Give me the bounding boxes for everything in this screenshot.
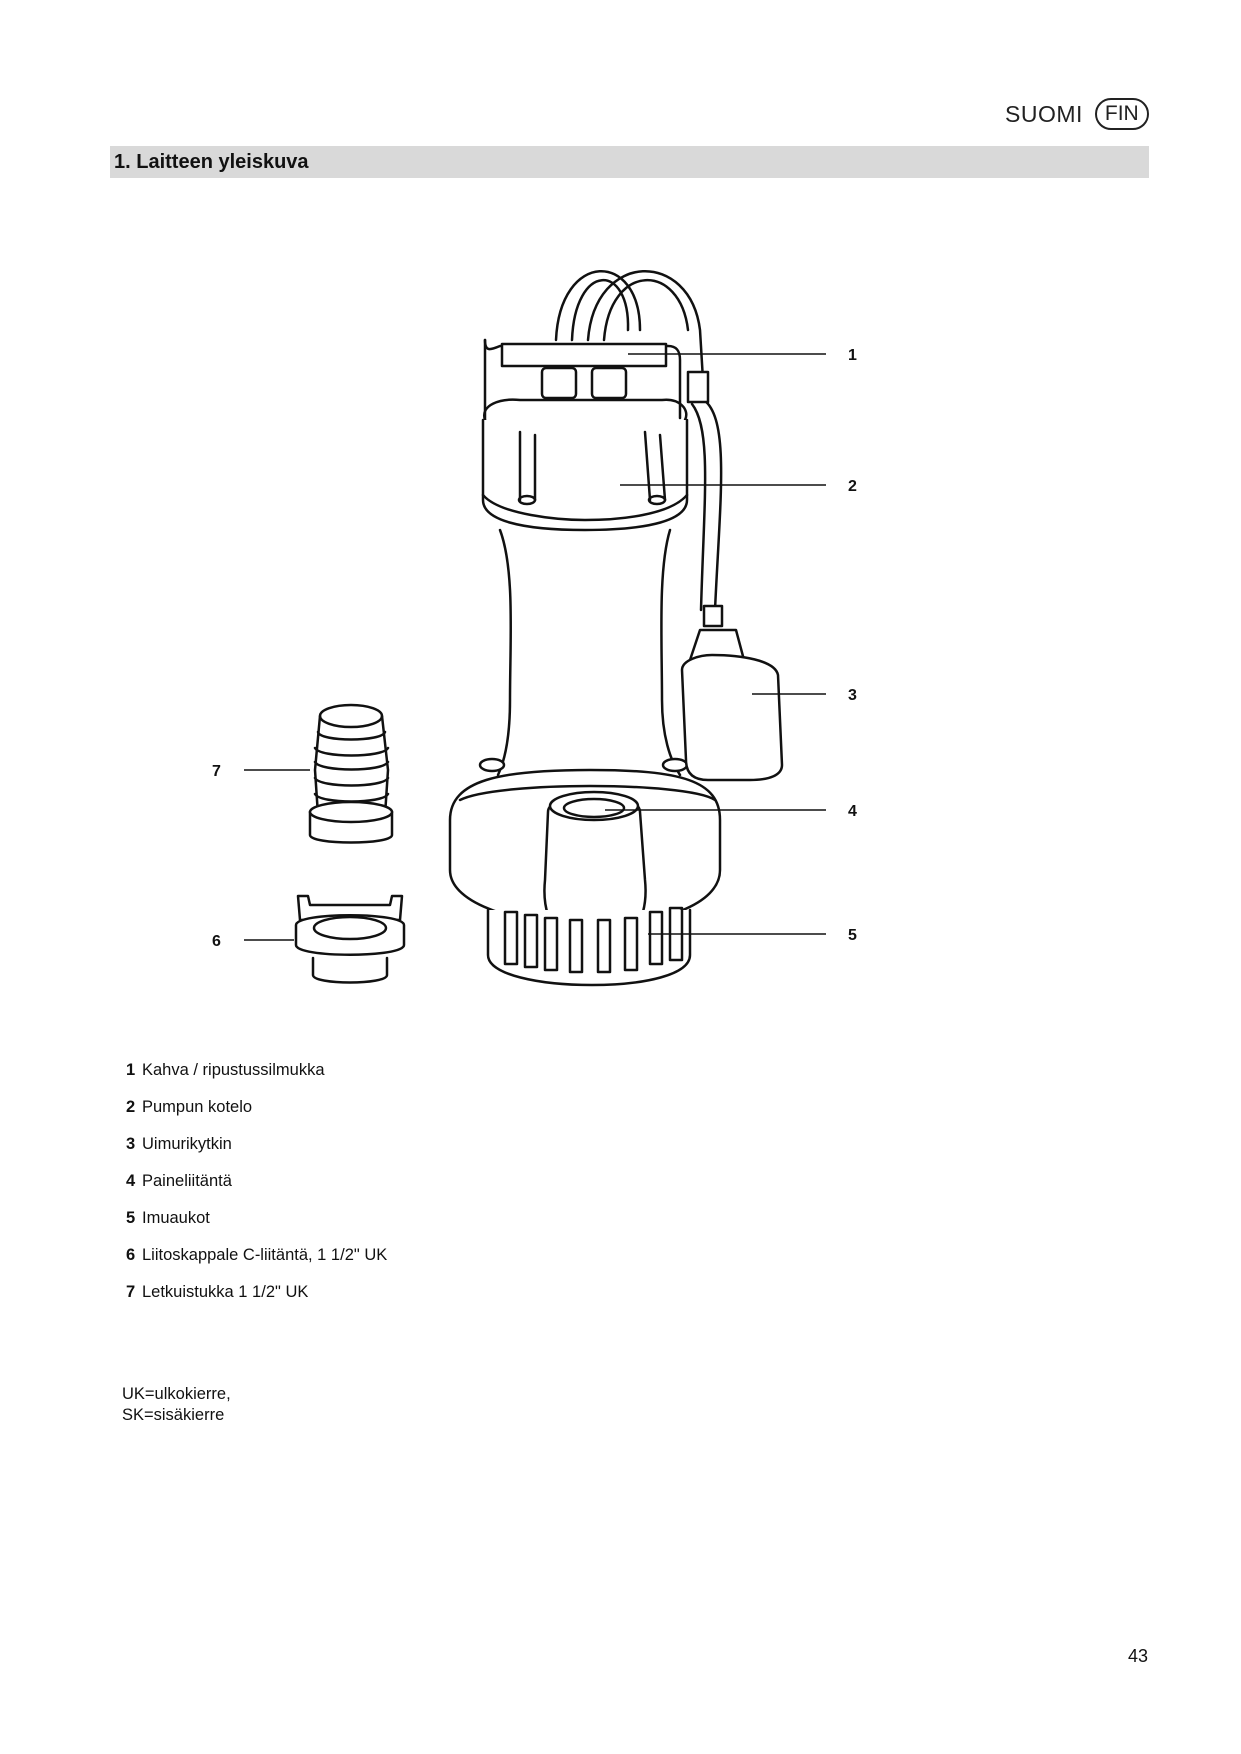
callout-6: 6 (212, 933, 221, 950)
language-code-badge: FIN (1095, 98, 1149, 130)
legend-number: 7 (126, 1283, 136, 1301)
legend-item (126, 1208, 546, 1228)
legend-number: 3 (126, 1135, 136, 1153)
pump-illustration (296, 271, 782, 985)
legend-item (126, 1171, 546, 1191)
legend-number: 6 (126, 1246, 136, 1264)
legend-item (126, 1060, 546, 1080)
note-line: UK=ulkokierre, (122, 1385, 231, 1403)
language-label: SUOMI (1005, 100, 1083, 127)
legend-text: Letkuistukka 1 1/2" UK (142, 1283, 309, 1301)
legend-text: Paineliitäntä (142, 1172, 232, 1190)
legend-text: Uimurikytkin (142, 1135, 232, 1153)
callout-2: 2 (848, 478, 857, 495)
legend-item (126, 1245, 546, 1265)
callout-4: 4 (848, 803, 857, 820)
callout-5: 5 (848, 927, 857, 944)
legend-number: 5 (126, 1209, 136, 1227)
section-title: 1. Laitteen yleiskuva (114, 150, 309, 173)
legend-number: 1 (126, 1061, 136, 1079)
legend-item (126, 1282, 546, 1302)
parts-legend (126, 1060, 546, 1319)
note-line: SK=sisäkierre (122, 1406, 225, 1424)
callout-1: 1 (848, 347, 857, 364)
legend-item (126, 1097, 546, 1117)
page-number: 43 (1128, 1646, 1149, 1666)
legend-number: 4 (126, 1172, 136, 1190)
abbreviation-note (122, 1384, 231, 1426)
legend-text: Kahva / ripustussilmukka (142, 1061, 325, 1079)
legend-text: Imuaukot (142, 1209, 210, 1227)
callout-7: 7 (212, 763, 221, 780)
callout-3: 3 (848, 687, 857, 704)
legend-item (126, 1134, 546, 1154)
legend-text: Pumpun kotelo (142, 1098, 253, 1116)
legend-number: 2 (126, 1098, 136, 1116)
legend-text: Liitoskappale C-liitäntä, 1 1/2" UK (142, 1246, 388, 1264)
